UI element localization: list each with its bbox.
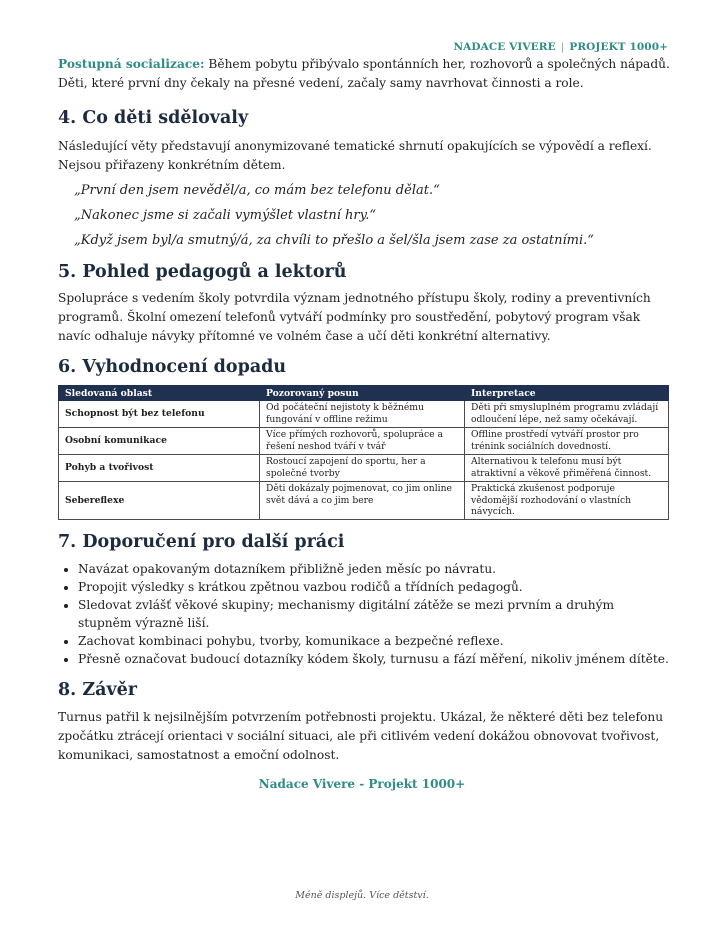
list-item: • Zachovat kombinaci pohybu, tvorby, komunikace a bezpečné reflexe. bbox=[78, 632, 670, 650]
quote-2: „Nakonec jsme si začali vymýšlet vlastní hry.“ bbox=[74, 208, 376, 223]
section-7-heading: 7. Doporučení pro další práci bbox=[58, 531, 345, 552]
table-cell-change: Rostoucí zapojení do sportu, her a společné tvorby bbox=[260, 455, 465, 482]
recommendations-list bbox=[58, 560, 670, 668]
table-cell-interpretation: Offline prostředí vytváří prostor pro trénink sociálních dovedností. bbox=[465, 428, 669, 455]
table-row bbox=[59, 482, 669, 520]
table-cell-area: Osobní komunikace bbox=[59, 428, 260, 455]
intro-label: Postupná socializace: bbox=[58, 57, 205, 71]
impact-table bbox=[58, 385, 669, 520]
table-row bbox=[59, 428, 669, 455]
section-4-body: Následující věty představují anonymizované tematické shrnutí opakujících se výpovědí a reflexí. Nejsou přiřazeny konkrétním dětem. bbox=[58, 139, 652, 172]
table-cell-change: Děti dokázaly pojmenovat, co jim online svět dává a co jim bere bbox=[260, 482, 465, 520]
header-org: NADACE VIVERE bbox=[453, 41, 556, 53]
section-5-heading: 5. Pohled pedagogů a lektorů bbox=[58, 262, 347, 282]
footer-tagline: Méně displejů. Více dětství. bbox=[295, 890, 429, 901]
header-project: PROJEKT 1000+ bbox=[569, 41, 668, 53]
table-cell-area: Pohyb a tvořivost bbox=[59, 455, 260, 482]
table-cell-interpretation: Praktická zkušenost podporuje vědomější rozhodování o vlastních návycích. bbox=[465, 482, 669, 520]
quote-1: „První den jsem nevěděl/a, co mám bez telefonu dělat.“ bbox=[74, 183, 440, 198]
table-cell-area: Schopnost být bez telefonu bbox=[59, 401, 260, 428]
table-header-cell: Interpretace bbox=[465, 386, 669, 401]
intro-text: Během pobytu přibývalo spontánních her, rozhovorů a společných nápadů. Děti, které první dny čekaly na přesné vedení, začaly samy navrhovat činnosti a role. bbox=[58, 57, 670, 90]
table-cell-area: Sebereflexe bbox=[59, 482, 260, 520]
table-cell-change: Od počáteční nejistoty k běžnému fungování v offline režimu bbox=[260, 401, 465, 428]
list-item: • Sledovat zvlášť věkové skupiny; mechanismy digitální zátěže se mezi prvním a druhým stupněm výrazně liší. bbox=[78, 596, 670, 632]
list-item: • Propojit výsledky s krátkou zpětnou vazbou rodičů a třídních pedagogů. bbox=[78, 578, 670, 596]
table-cell-interpretation: Alternativou k telefonu musí být atraktivní a věkově přiměřená činnost. bbox=[465, 455, 669, 482]
table-row bbox=[59, 455, 669, 482]
page-header bbox=[453, 41, 668, 53]
list-item: • Navázat opakovaným dotazníkem přibližně jeden měsíc po návratu. bbox=[78, 560, 670, 578]
table-header-cell: Pozorovaný posun bbox=[260, 386, 465, 401]
section-5-body: Spolupráce s vedením školy potvrdila význam jednotného přístupu školy, rodiny a preventivních programů. Školní omezení telefonů vytváří podmínky pro soustředění, pobytový program však navíc odhaluje návyky přítomné ve volném čase a učí děti konkrétní alternativy. bbox=[58, 291, 651, 343]
intro-paragraph bbox=[58, 55, 670, 93]
footer-signature: Nadace Vivere - Projekt 1000+ bbox=[258, 777, 466, 791]
table-header-row bbox=[59, 386, 669, 401]
section-4-heading: 4. Co děti sdělovaly bbox=[58, 108, 249, 128]
list-item: • Přesně označovat budoucí dotazníky kódem školy, turnusu a fází měření, nikoliv jménem dítěte. bbox=[78, 650, 670, 668]
quote-3: „Když jsem byl/a smutný/á, za chvíli to přešlo a šel/šla jsem zase za ostatními.“ bbox=[74, 233, 594, 248]
table-cell-change: Více přímých rozhovorů, spolupráce a řešení neshod tváří v tvář bbox=[260, 428, 465, 455]
section-6-heading: 6. Vyhodnocení dopadu bbox=[58, 357, 287, 377]
table-cell-interpretation: Děti při smysluplném programu zvládají odloučení lépe, než samy očekávají. bbox=[465, 401, 669, 428]
header-separator: | bbox=[560, 41, 565, 53]
document-content bbox=[58, 55, 670, 765]
section-8-heading: 8. Závěr bbox=[58, 679, 137, 700]
table-header-cell: Sledovaná oblast bbox=[59, 386, 260, 401]
table-row bbox=[59, 401, 669, 428]
section-8-body: Turnus patřil k nejsilnějším potvrzením potřebnosti projektu. Ukázal, že některé děti bez telefonu zpočátku ztrácejí orientaci v sociální situaci, ale při citlivém vedení dokážou obnovovat tvořivost, komunikaci, samostatnost a emoční odolnost. bbox=[58, 709, 664, 762]
